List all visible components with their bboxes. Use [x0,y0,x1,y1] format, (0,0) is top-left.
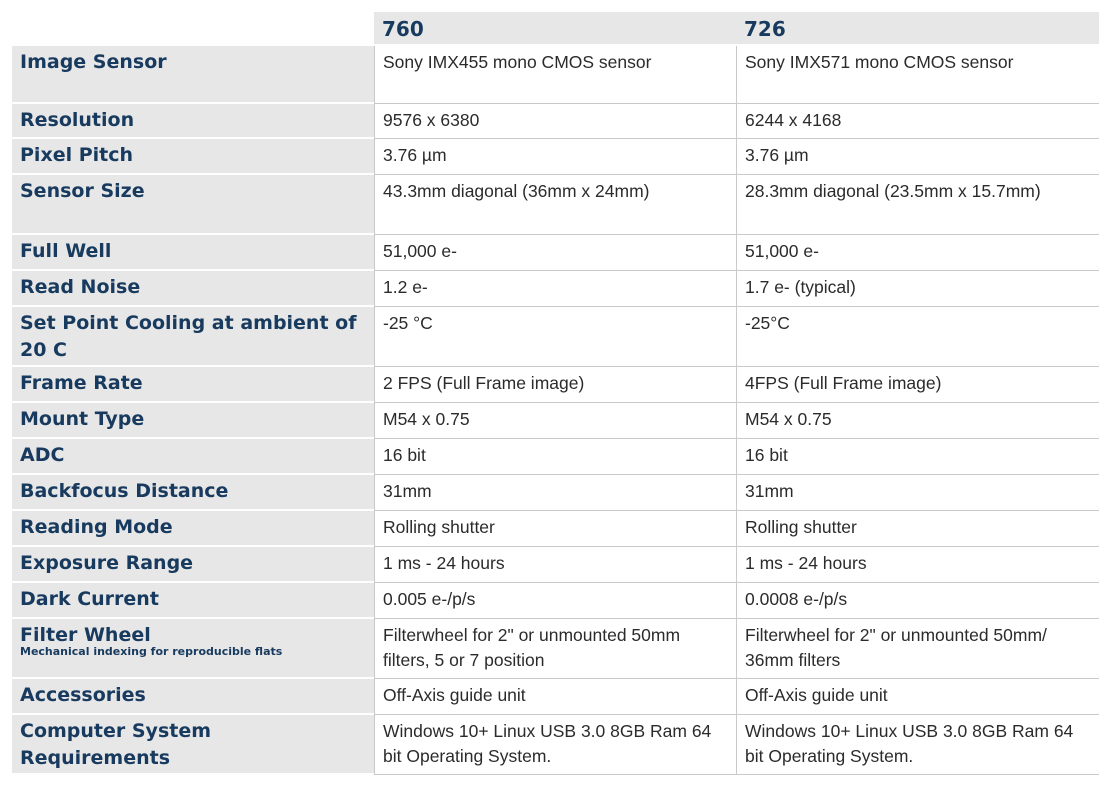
spec-value-760: 31mm [374,475,736,511]
spec-label-subtext: Mechanical indexing for reproducible flats [20,645,283,658]
spec-label-text: Resolution [20,109,135,131]
spec-value-726: 6244 x 4168 [736,104,1099,139]
spec-value-726: 4FPS (Full Frame image) [736,367,1099,403]
table-row [12,403,1099,439]
table-row [12,139,1099,175]
spec-label [12,511,374,547]
spec-label-text: Computer System Requirements [20,720,212,769]
table-row [12,679,1099,715]
spec-value-726: Sony IMX571 mono CMOS sensor [736,46,1099,104]
table-row [12,175,1099,235]
spec-value-760: 3.76 µm [374,139,736,175]
spec-value-726: 31mm [736,475,1099,511]
spec-value-760: Rolling shutter [374,511,736,547]
spec-value-760: Windows 10+ Linux USB 3.0 8GB Ram 64 bit Operating System. [374,715,736,775]
table-row [12,511,1099,547]
spec-label [12,139,374,175]
spec-value-726: 28.3mm diagonal (23.5mm x 15.7mm) [736,175,1099,235]
spec-label [12,715,374,775]
spec-label [12,271,374,307]
spec-value-760: 0.005 e-/p/s [374,583,736,619]
spec-label-text: Full Well [20,240,112,262]
spec-value-726: M54 x 0.75 [736,403,1099,439]
table-row [12,367,1099,403]
spec-value-760: 1.2 e- [374,271,736,307]
spec-label [12,583,374,619]
spec-value-760: 1 ms - 24 hours [374,547,736,583]
spec-value-760: -25 °C [374,307,736,367]
spec-value-726: -25°C [736,307,1099,367]
table-row [12,271,1099,307]
spec-label [12,679,374,715]
spec-label [12,307,374,367]
header-760: 760 [374,12,736,46]
spec-value-726: 0.0008 e-/p/s [736,583,1099,619]
spec-label-text: Mount Type [20,408,145,430]
table-row [12,547,1099,583]
spec-label-text: Backfocus Distance [20,480,229,502]
spec-value-760: Filterwheel for 2" or unmounted 50mm filters, 5 or 7 position [374,619,736,679]
spec-comparison-table [12,12,1099,775]
spec-label-text: ADC [20,444,65,466]
table-row [12,439,1099,475]
spec-label [12,104,374,139]
table-row [12,583,1099,619]
spec-value-760: 51,000 e- [374,235,736,271]
table-row [12,475,1099,511]
spec-label [12,175,374,235]
spec-value-726: 1 ms - 24 hours [736,547,1099,583]
spec-label [12,475,374,511]
table-row [12,619,1099,679]
spec-value-760: 43.3mm diagonal (36mm x 24mm) [374,175,736,235]
spec-label [12,439,374,475]
spec-label-text: Set Point Cooling at ambient of 20 C [20,312,357,361]
spec-label-text: Accessories [20,684,146,706]
spec-label-text: Frame Rate [20,372,143,394]
spec-value-726: 51,000 e- [736,235,1099,271]
spec-label-text: Filter Wheel [20,624,151,646]
table-row [12,307,1099,367]
spec-label [12,619,374,679]
spec-value-726: 16 bit [736,439,1099,475]
spec-value-726: Windows 10+ Linux USB 3.0 8GB Ram 64 bit Operating System. [736,715,1099,775]
spec-value-760: M54 x 0.75 [374,403,736,439]
spec-label-text: Sensor Size [20,180,145,202]
spec-value-760: 2 FPS (Full Frame image) [374,367,736,403]
spec-label [12,547,374,583]
spec-label-text: Exposure Range [20,552,194,574]
spec-label [12,46,374,104]
table-row [12,235,1099,271]
spec-value-760: Sony IMX455 mono CMOS sensor [374,46,736,104]
spec-label [12,367,374,403]
spec-value-726: 1.7 e- (typical) [736,271,1099,307]
spec-label-text: Pixel Pitch [20,144,134,166]
spec-value-726: Filterwheel for 2" or unmounted 50mm/ 36mm filters [736,619,1099,679]
spec-label-text: Dark Current [20,588,159,610]
header-726: 726 [736,12,1099,46]
spec-value-726: 3.76 µm [736,139,1099,175]
spec-value-760: 9576 x 6380 [374,104,736,139]
spec-value-760: 16 bit [374,439,736,475]
header-row [12,12,1099,46]
spec-label [12,235,374,271]
spec-value-726: Rolling shutter [736,511,1099,547]
spec-label-text: Reading Mode [20,516,173,538]
table-row [12,46,1099,104]
spec-value-760: Off-Axis guide unit [374,679,736,715]
spec-label-text: Read Noise [20,276,141,298]
spec-label-text: Image Sensor [20,51,167,73]
spec-value-726: Off-Axis guide unit [736,679,1099,715]
spec-body [12,46,1099,775]
table-row [12,715,1099,775]
table-row [12,104,1099,139]
spec-label [12,403,374,439]
header-blank-cell [12,12,374,46]
